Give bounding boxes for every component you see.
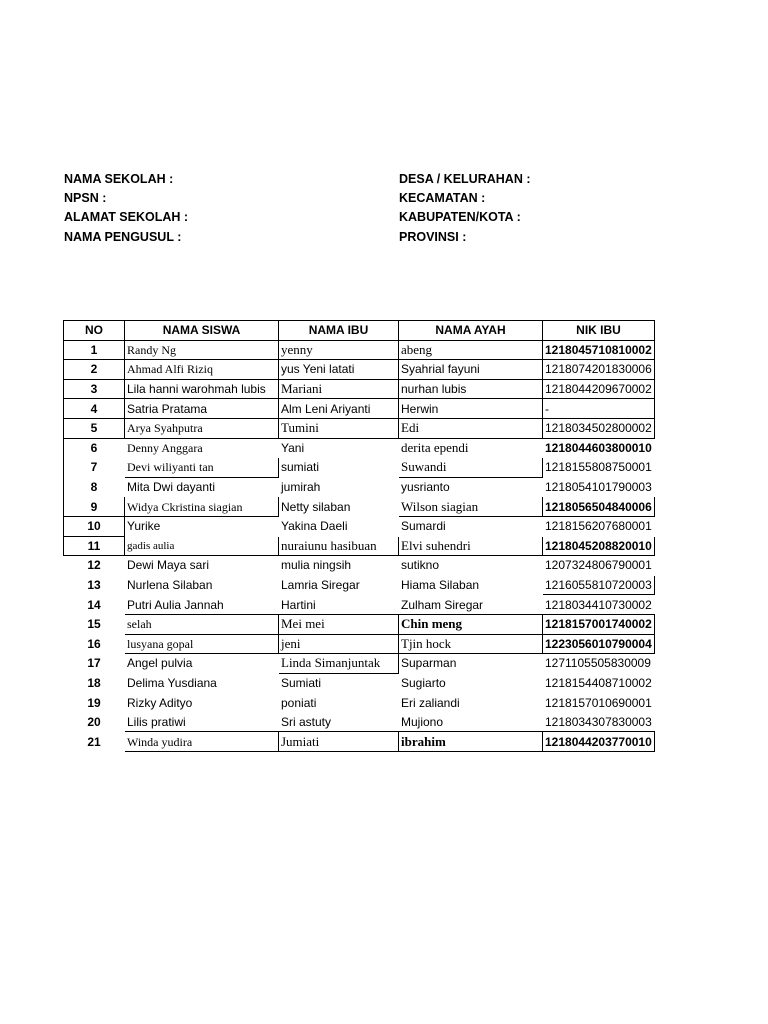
- table-row: [64, 575, 655, 595]
- cell-nama-ibu: sumiati: [279, 458, 399, 478]
- cell-no: 5: [64, 418, 125, 438]
- table-row: [64, 673, 655, 693]
- col-header-nama-siswa: NAMA SISWA: [125, 321, 279, 341]
- table-row: [64, 614, 655, 634]
- cell-nama-ayah: Herwin: [399, 399, 543, 419]
- cell-nik-ibu: 1218155808750001: [543, 458, 655, 478]
- label-alamat-sekolah: ALAMAT SEKOLAH :: [64, 210, 189, 224]
- cell-nama-siswa: lusyana gopal: [125, 634, 279, 654]
- cell-nama-ayah: Chin meng: [399, 614, 543, 634]
- cell-nik-ibu: 1218154408710002: [545, 675, 652, 690]
- cell-no: 11: [64, 536, 125, 556]
- table-row: [64, 556, 655, 576]
- cell-no: 20: [87, 715, 101, 730]
- table-row: [64, 732, 655, 752]
- cell-nama-ibu: Mei mei: [279, 614, 399, 634]
- cell-nama-siswa: Lila hanni warohmah lubis: [125, 379, 279, 399]
- cell-nama-ayah: derita ependi: [399, 438, 543, 458]
- cell-nama-ibu: poniati: [281, 695, 317, 710]
- cell-no: 12: [87, 558, 101, 573]
- cell-no: 14: [87, 597, 101, 612]
- cell-nik-ibu: 1216055810720003: [543, 575, 655, 595]
- cell-nama-ayah: nurhan lubis: [399, 379, 543, 399]
- cell-no: 4: [64, 399, 125, 419]
- cell-nama-ibu: jeni: [279, 634, 399, 654]
- label-nama-sekolah: NAMA SEKOLAH :: [64, 172, 174, 186]
- cell-nama-ibu: mulia ningsih: [281, 558, 352, 573]
- cell-nama-ayah: Sumardi: [399, 516, 543, 536]
- cell-nama-siswa: Satria Pratama: [125, 399, 279, 419]
- table-row: [64, 497, 655, 517]
- cell-nama-ayah: Sugiarto: [401, 675, 446, 690]
- table-row: [64, 340, 655, 360]
- cell-no: 9: [64, 497, 125, 517]
- cell-nama-siswa: selah: [125, 614, 279, 634]
- cell-nama-siswa: Denny Anggara: [125, 438, 279, 458]
- cell-no: 17: [87, 656, 101, 671]
- cell-nama-siswa: Nurlena Silaban: [127, 578, 213, 593]
- table-row: [64, 654, 655, 674]
- cell-nama-ibu: Yakina Daeli: [279, 516, 399, 536]
- cell-nik-ibu: 1218157001740002: [543, 614, 655, 634]
- cell-nama-ibu: nuraiunu hasibuan: [279, 536, 399, 556]
- cell-nama-ayah: Syahrial fayuni: [399, 360, 543, 380]
- col-header-no: NO: [64, 321, 125, 341]
- cell-nama-ayah: ibrahim: [399, 732, 543, 752]
- cell-nama-ayah: sutikno: [401, 558, 440, 573]
- col-header-nik-ibu: NIK IBU: [543, 321, 655, 341]
- cell-nik-ibu: 1207324806790001: [545, 558, 652, 573]
- cell-nama-siswa: Mita Dwi dayanti: [125, 477, 279, 497]
- cell-no: 1: [64, 340, 125, 360]
- cell-nik-ibu: 1218044203770010: [543, 732, 655, 752]
- cell-nik-ibu: 1218034410730002: [543, 595, 655, 615]
- cell-nama-ayah: abeng: [399, 340, 543, 360]
- table-row: [64, 634, 655, 654]
- cell-nama-ayah: Zulham Siregar: [399, 595, 543, 615]
- cell-nama-ibu: yenny: [279, 340, 399, 360]
- cell-nik-ibu: 1218034307830003: [543, 712, 655, 732]
- col-header-nama-ayah: NAMA AYAH: [399, 321, 543, 341]
- cell-nik-ibu: 1218056504840006: [543, 497, 655, 517]
- cell-nama-siswa: gadis aulia: [125, 536, 279, 556]
- cell-nik-ibu: 1218157010690001: [545, 695, 652, 710]
- cell-nik-ibu: 1218045710810002: [543, 340, 655, 360]
- cell-no: 15: [87, 617, 101, 632]
- cell-no: 8: [64, 477, 125, 497]
- label-provinsi: PROVINSI :: [399, 230, 467, 244]
- cell-nama-ibu: Mariani: [279, 379, 399, 399]
- cell-nama-siswa: Randy Ng: [125, 340, 279, 360]
- table-row: [64, 360, 655, 380]
- label-nama-pengusul: NAMA PENGUSUL :: [64, 230, 182, 244]
- cell-no: 21: [87, 734, 101, 749]
- table-row: [64, 477, 655, 497]
- cell-nik-ibu: 1218045208820010: [543, 536, 655, 556]
- cell-nama-ibu: Sumiati: [281, 675, 322, 690]
- cell-nama-siswa: Lilis pratiwi: [125, 712, 279, 732]
- cell-no: 18: [87, 675, 101, 690]
- cell-no: 2: [64, 360, 125, 380]
- cell-no: 7: [64, 458, 125, 478]
- table-row: [64, 458, 655, 478]
- table-row: [64, 399, 655, 419]
- cell-nama-ayah: Mujiono: [399, 712, 543, 732]
- cell-nama-ayah: Eri zaliandi: [401, 695, 460, 710]
- label-kecamatan: KECAMATAN :: [399, 191, 486, 205]
- cell-no: 13: [87, 578, 101, 593]
- cell-nama-siswa: Ahmad Alfi Riziq: [125, 360, 279, 380]
- cell-nama-ayah: Wilson siagian: [399, 497, 543, 517]
- table-row: [64, 516, 655, 536]
- cell-no: 6: [64, 438, 125, 458]
- cell-no: 10: [64, 516, 125, 536]
- cell-nama-ayah: Edi: [399, 418, 543, 438]
- cell-nama-siswa: Arya Syahputra: [125, 418, 279, 438]
- cell-nama-siswa: Winda yudira: [125, 732, 279, 752]
- cell-nama-ibu: Tumini: [279, 418, 399, 438]
- cell-nama-ibu: Hartini: [279, 595, 399, 615]
- cell-nama-siswa: Devi wiliyanti tan: [125, 458, 279, 478]
- cell-nama-ayah: Suwandi: [399, 458, 543, 478]
- table-row: [64, 693, 655, 713]
- table-row: [64, 379, 655, 399]
- cell-nama-ibu: Lamria Siregar: [281, 578, 360, 593]
- cell-nama-ibu: Yani: [279, 438, 399, 458]
- label-npsn: NPSN :: [64, 191, 107, 205]
- table-row: [64, 536, 655, 556]
- cell-no: 3: [64, 379, 125, 399]
- cell-nama-ayah: Elvi suhendri: [399, 536, 543, 556]
- cell-nama-siswa: Widya Ckristina siagian: [125, 497, 279, 517]
- cell-nama-siswa: Delima Yusdiana: [127, 675, 217, 690]
- student-table: [63, 320, 655, 752]
- cell-nama-ibu: Netty silaban: [279, 497, 399, 517]
- cell-no: 19: [87, 695, 101, 710]
- cell-nama-ayah: yusrianto: [399, 477, 543, 497]
- cell-nama-siswa: Putri Aulia Jannah: [125, 595, 279, 615]
- cell-nama-ibu: Linda Simanjuntak: [279, 654, 399, 674]
- cell-nama-ibu: Sri astuty: [279, 712, 399, 732]
- table-row: [64, 438, 655, 458]
- table-row: [64, 595, 655, 615]
- cell-nik-ibu: 1218074201830006: [543, 360, 655, 380]
- cell-nik-ibu: -: [543, 399, 655, 419]
- cell-nik-ibu: 1218044209670002: [543, 379, 655, 399]
- cell-nama-ibu: Alm Leni Ariyanti: [279, 399, 399, 419]
- cell-nik-ibu: 1218156207680001: [543, 516, 655, 536]
- label-kabupaten-kota: KABUPATEN/KOTA :: [399, 210, 521, 224]
- cell-nama-ibu: yus Yeni latati: [279, 360, 399, 380]
- cell-nama-siswa: Rizky Adityo: [127, 695, 193, 710]
- cell-nik-ibu: 1218054101790003: [543, 477, 655, 497]
- table-header-row: [64, 321, 655, 341]
- cell-nama-ayah: Suparman: [399, 654, 543, 674]
- table-row: [64, 418, 655, 438]
- cell-nik-ibu: 1271105505830009: [543, 654, 655, 674]
- cell-no: 16: [87, 636, 101, 651]
- label-desa-kelurahan: DESA / KELURAHAN :: [399, 172, 531, 186]
- cell-nama-siswa: Angel pulvia: [125, 654, 279, 674]
- cell-nama-ibu: jumirah: [279, 477, 399, 497]
- cell-nama-siswa: Yurike: [125, 516, 279, 536]
- cell-nama-ayah: Hiama Silaban: [401, 578, 480, 593]
- cell-nama-ibu: Jumiati: [279, 732, 399, 752]
- table-row: [64, 712, 655, 732]
- col-header-nama-ibu: NAMA IBU: [279, 321, 399, 341]
- cell-nik-ibu: 1218034502800002: [543, 418, 655, 438]
- cell-nama-siswa: Dewi Maya sari: [127, 558, 210, 573]
- cell-nik-ibu: 1223056010790004: [543, 634, 655, 654]
- cell-nik-ibu: 1218044603800010: [543, 438, 655, 458]
- cell-nama-ayah: Tjin hock: [399, 634, 543, 654]
